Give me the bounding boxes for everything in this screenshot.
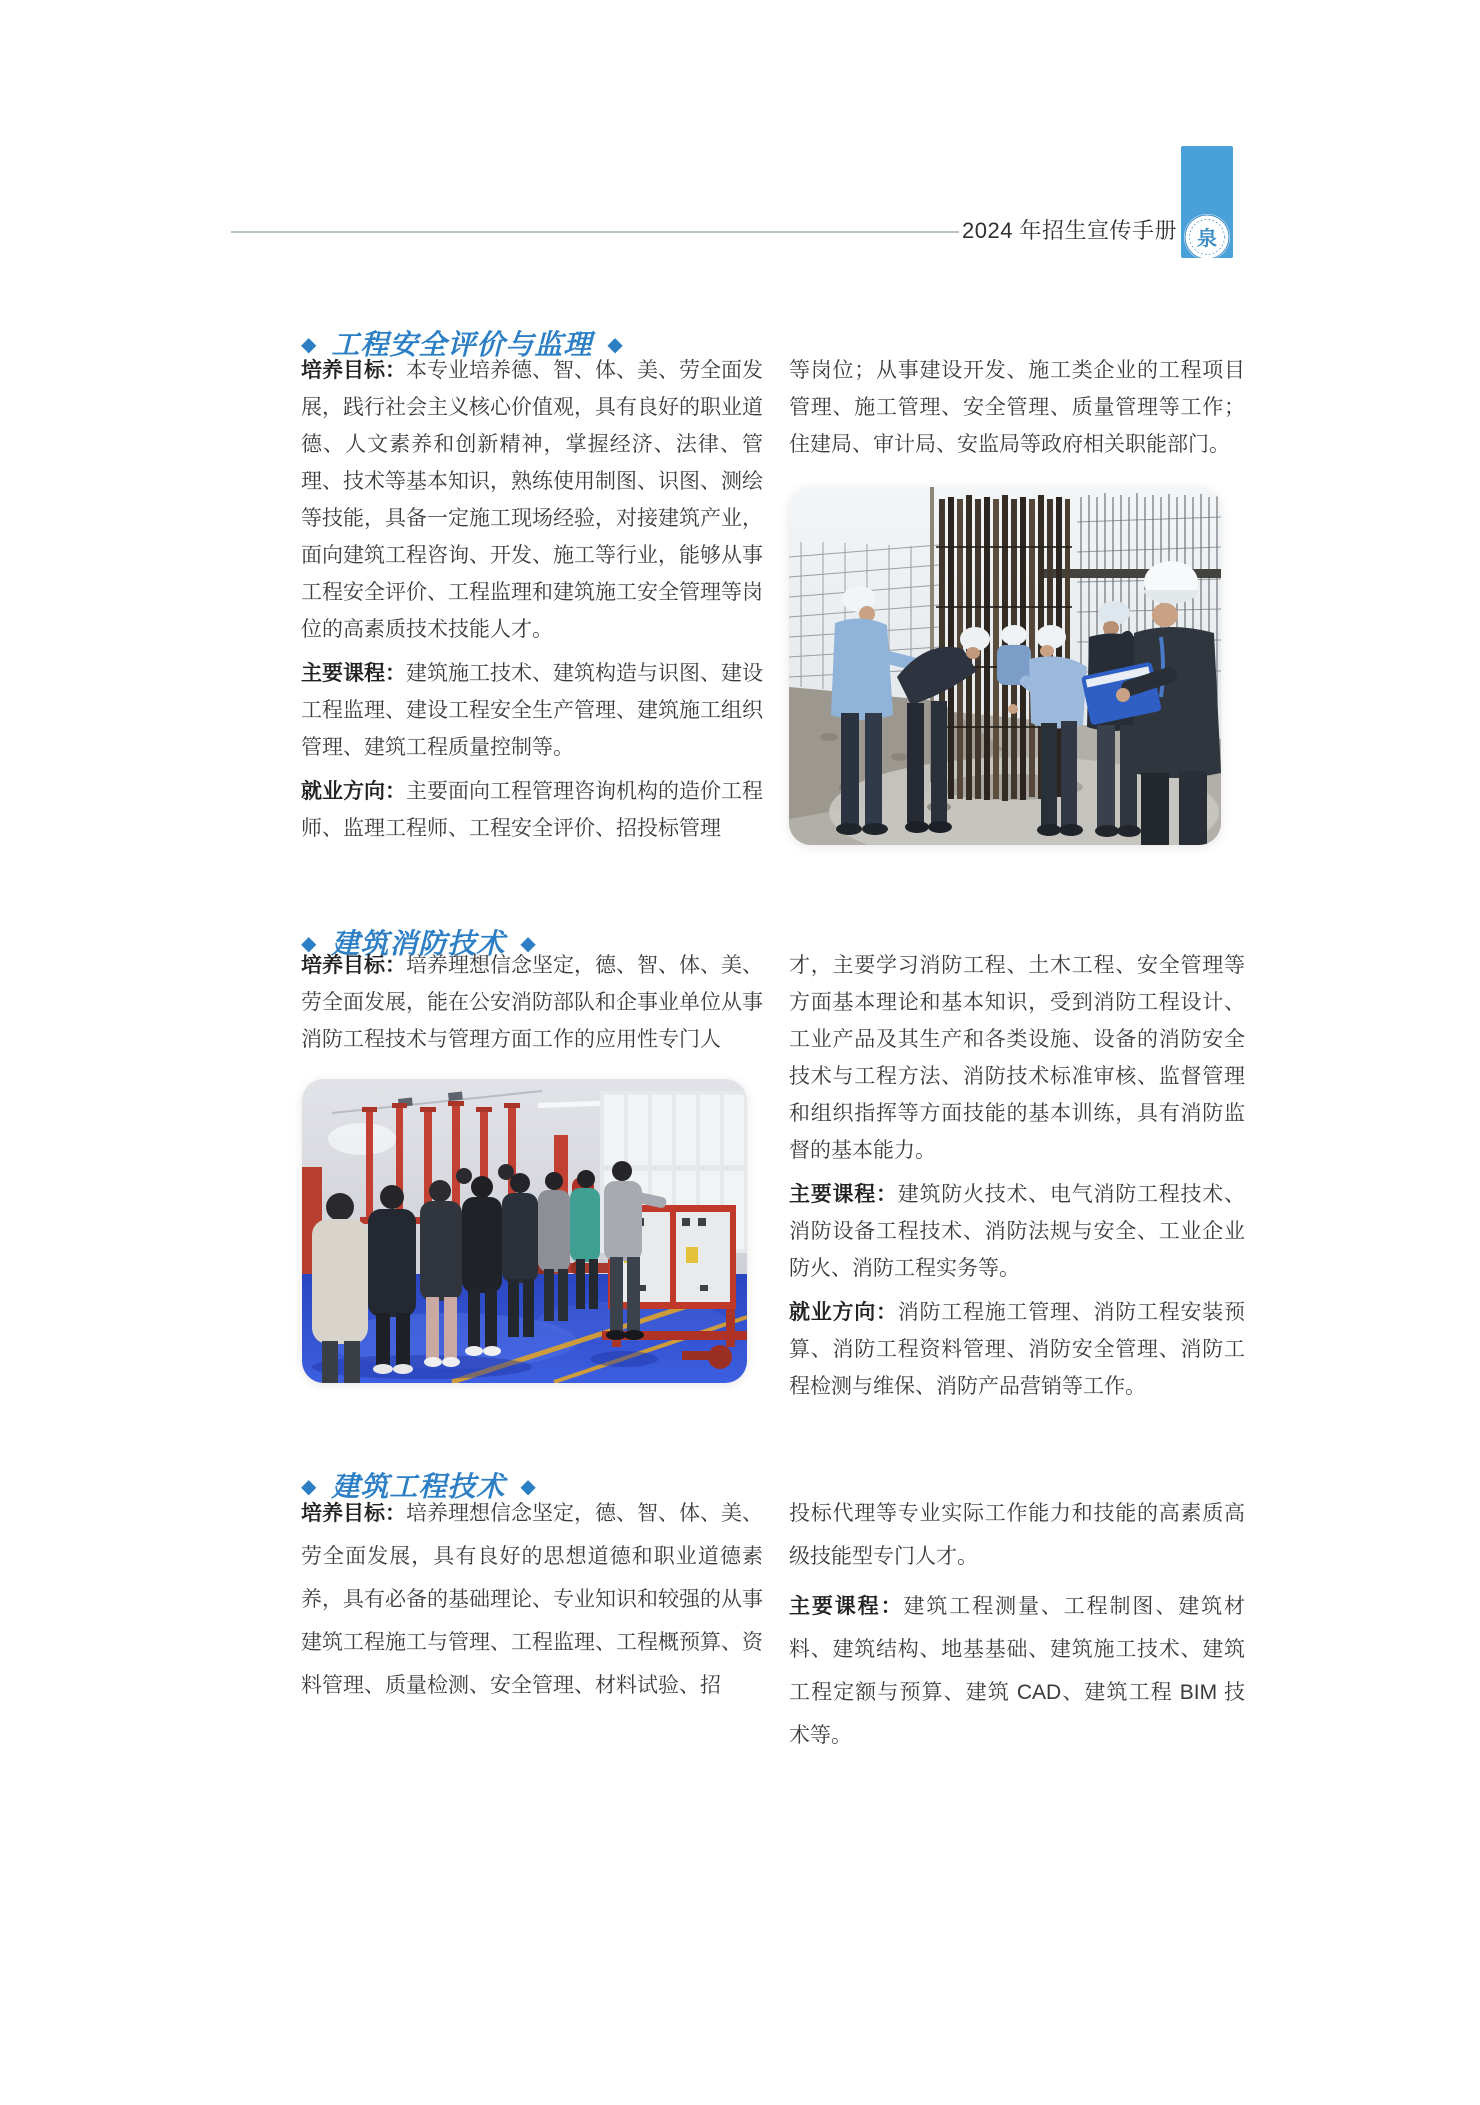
paragraph-text: 建筑施工技术、建筑构造与识图、建设工程监理、建设工程安全生产管理、建筑施工组织管理、建筑工程质量控制等。 bbox=[301, 662, 763, 759]
paragraph-text: 本专业培养德、智、体、美、劳全面发展，践行社会主义核心价值观，具有良好的职业道德、人文素养和创新精神，掌握经济、法律、管理、技术等基本知识，熟练使用制图、识图、测绘等技能，具备一定施工现场经验，对接建筑产业，面向建筑工程咨询、开发、施工等行业，能够从事工程安全评价、工程监理和建筑施工安全管理等岗位的高素质技术技能人才。 bbox=[301, 359, 763, 641]
header-title: 2024 年招生宣传手册 bbox=[962, 218, 1178, 243]
paragraph bbox=[789, 352, 1245, 463]
paragraph-label: 就业方向： bbox=[301, 780, 406, 803]
paragraph-label: 主要课程： bbox=[789, 1183, 898, 1206]
paragraph bbox=[301, 773, 763, 847]
paragraph-text: 投标代理等专业实际工作能力和技能的高素质高级技能型专门人才。 bbox=[789, 1502, 1245, 1568]
paragraph bbox=[301, 947, 763, 1058]
paragraph-text: 等岗位；从事建设开发、施工类企业的工程项目管理、施工管理、安全管理、质量管理等工作；住建局、审计局、安监局等政府相关职能部门。 bbox=[789, 359, 1245, 456]
section-title-text: 工程安全评价与监理 bbox=[331, 329, 593, 361]
paragraph bbox=[789, 947, 1245, 1169]
diamond-icon: ◆ bbox=[520, 932, 536, 955]
diamond-icon: ◆ bbox=[301, 333, 317, 356]
section1-right-column bbox=[789, 352, 1245, 463]
fire-equipment-lab-photo bbox=[302, 1079, 747, 1383]
section-title-text: 建筑消防技术 bbox=[331, 928, 506, 960]
paragraph bbox=[301, 655, 763, 766]
section-title-text: 建筑工程技术 bbox=[331, 1471, 506, 1503]
section2-right-column bbox=[789, 947, 1245, 1405]
paragraph-label: 培养目标： bbox=[301, 359, 406, 382]
paragraph-text: 才，主要学习消防工程、土木工程、安全管理等方面基本理论和基本知识，受到消防工程设计、工业产品及其生产和各类设施、设备的消防安全技术与工程方法、消防技术标准审核、监督管理和组织指挥等方面技能的基本训练，具有消防监督的基本能力。 bbox=[789, 954, 1245, 1162]
diamond-icon: ◆ bbox=[301, 1475, 317, 1498]
paragraph-label: 就业方向： bbox=[789, 1301, 898, 1324]
diamond-icon: ◆ bbox=[301, 932, 317, 955]
paragraph-label: 主要课程： bbox=[789, 1595, 904, 1618]
paragraph bbox=[301, 1492, 763, 1707]
diamond-icon: ◆ bbox=[520, 1475, 536, 1498]
paragraph bbox=[301, 352, 763, 648]
section3-left-column bbox=[301, 1492, 763, 1707]
header-rule bbox=[231, 231, 959, 233]
paragraph bbox=[789, 1294, 1245, 1405]
school-badge bbox=[1181, 146, 1233, 258]
paragraph bbox=[789, 1585, 1245, 1757]
diamond-icon: ◆ bbox=[607, 333, 623, 356]
section3-right-column bbox=[789, 1492, 1245, 1757]
section1-left-column bbox=[301, 352, 763, 847]
paragraph-text: 培养理想信念坚定，德、智、体、美、劳全面发展，能在公安消防部队和企事业单位从事消防工程技术与管理方面工作的应用性专门人 bbox=[301, 954, 763, 1051]
paragraph bbox=[789, 1176, 1245, 1287]
paragraph-text: 建筑工程测量、工程制图、建筑材料、建筑结构、地基基础、建筑施工技术、建筑工程定额与预算、建筑 CAD、建筑工程 BIM 技术等。 bbox=[789, 1595, 1246, 1747]
school-logo-icon bbox=[1181, 146, 1233, 258]
paragraph-label: 培养目标： bbox=[301, 1502, 406, 1525]
paragraph-text: 培养理想信念坚定，德、智、体、美、劳全面发展，具有良好的思想道德和职业道德素养，具有必备的基础理论、专业知识和较强的从事建筑工程施工与管理、工程监理、工程概预算、资料管理、质量检测、安全管理、材料试验、招 bbox=[301, 1502, 763, 1697]
svg-text:泉: 泉 bbox=[1197, 228, 1217, 250]
construction-site-inspection-photo bbox=[789, 487, 1221, 845]
paragraph bbox=[789, 1492, 1245, 1578]
paragraph-text: 消防工程施工管理、消防工程安装预算、消防工程资料管理、消防安全管理、消防工程检测与维保、消防产品营销等工作。 bbox=[789, 1301, 1245, 1398]
section2-left-column bbox=[301, 947, 763, 1058]
paragraph-text: 主要面向工程管理咨询机构的造价工程师、监理工程师、工程安全评价、招投标管理 bbox=[301, 780, 763, 840]
paragraph-label: 主要课程： bbox=[301, 662, 406, 685]
paragraph-text: 建筑防火技术、电气消防工程技术、消防设备工程技术、消防法规与安全、工业企业防火、消防工程实务等。 bbox=[789, 1183, 1245, 1280]
paragraph-label: 培养目标： bbox=[301, 954, 406, 977]
